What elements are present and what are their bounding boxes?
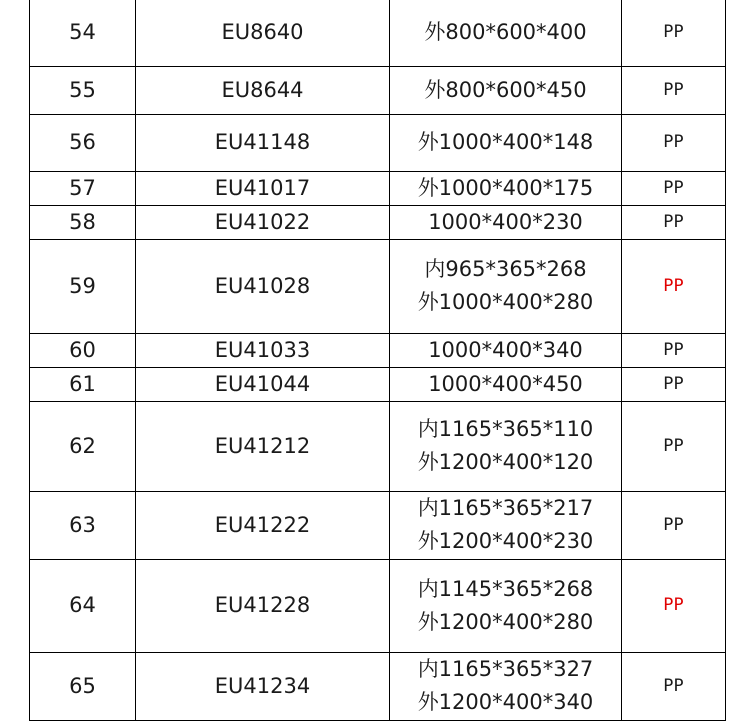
size-cell	[390, 239, 622, 333]
size-cell	[390, 171, 622, 205]
row-number-cell: 64	[30, 559, 136, 652]
size-line: 外1200*400*340	[417, 690, 594, 714]
size-line: 外1000*400*148	[417, 130, 594, 154]
size-line: 外1000*400*175	[417, 175, 594, 200]
model-cell: EU41222	[136, 491, 390, 559]
row-number-cell: 63	[30, 491, 136, 559]
row-number-cell: 62	[30, 401, 136, 491]
row-number-cell: 59	[30, 239, 136, 333]
size-cell	[390, 491, 622, 559]
table-row	[30, 333, 726, 367]
row-number-cell: 57	[30, 171, 136, 205]
size-line: 外1200*400*230	[417, 529, 594, 553]
material-cell: PP	[622, 401, 726, 491]
material-cell: PP	[622, 205, 726, 239]
size-line: 外1000*400*280	[417, 290, 594, 314]
size-line: 内1145*365*268	[417, 576, 594, 601]
table-row	[30, 0, 726, 66]
table-row	[30, 401, 726, 491]
size-line: 1000*400*450	[428, 371, 583, 396]
size-line: 内1165*365*327	[417, 657, 594, 681]
table-row	[30, 559, 726, 652]
size-line: 外1200*400*280	[417, 609, 594, 634]
size-cell	[390, 401, 622, 491]
model-cell: EU41234	[136, 652, 390, 720]
row-number-cell: 61	[30, 367, 136, 401]
size-cell	[390, 66, 622, 114]
table-row	[30, 652, 726, 720]
size-cell	[390, 0, 622, 66]
table-row	[30, 205, 726, 239]
size-cell	[390, 559, 622, 652]
material-cell: PP	[622, 333, 726, 367]
table-row	[30, 114, 726, 171]
model-cell: EU8644	[136, 66, 390, 114]
material-cell: PP	[622, 66, 726, 114]
model-cell: EU41017	[136, 171, 390, 205]
size-line: 外800*600*450	[424, 77, 587, 102]
model-cell: EU41148	[136, 114, 390, 171]
size-cell	[390, 652, 622, 720]
material-cell: PP	[622, 652, 726, 720]
size-line: 1000*400*230	[428, 209, 583, 234]
product-spec-table	[29, 0, 726, 721]
size-cell	[390, 333, 622, 367]
size-line: 1000*400*340	[428, 337, 583, 362]
spec-table-body	[30, 0, 726, 720]
model-cell: EU41022	[136, 205, 390, 239]
size-cell	[390, 367, 622, 401]
material-cell: PP	[622, 114, 726, 171]
size-line: 内1165*365*217	[417, 496, 594, 520]
size-cell	[390, 205, 622, 239]
row-number-cell: 56	[30, 114, 136, 171]
table-row	[30, 491, 726, 559]
material-cell: PP	[622, 171, 726, 205]
model-cell: EU41212	[136, 401, 390, 491]
model-cell: EU41044	[136, 367, 390, 401]
material-cell: PP	[622, 491, 726, 559]
model-cell: EU41028	[136, 239, 390, 333]
size-line: 内1165*365*110	[417, 417, 594, 441]
table-row	[30, 66, 726, 114]
row-number-cell: 55	[30, 66, 136, 114]
table-row	[30, 367, 726, 401]
row-number-cell: 60	[30, 333, 136, 367]
material-cell: PP	[622, 367, 726, 401]
row-number-cell: 65	[30, 652, 136, 720]
size-line: 外1200*400*120	[417, 450, 594, 474]
table-row	[30, 171, 726, 205]
material-cell: PP	[622, 239, 726, 333]
model-cell: EU8640	[136, 0, 390, 66]
material-cell: PP	[622, 0, 726, 66]
size-line: 内965*365*268	[424, 257, 587, 281]
size-line: 外800*600*400	[424, 20, 587, 45]
material-cell: PP	[622, 559, 726, 652]
size-cell	[390, 114, 622, 171]
model-cell: EU41228	[136, 559, 390, 652]
table-row	[30, 239, 726, 333]
model-cell: EU41033	[136, 333, 390, 367]
row-number-cell: 54	[30, 0, 136, 66]
row-number-cell: 58	[30, 205, 136, 239]
